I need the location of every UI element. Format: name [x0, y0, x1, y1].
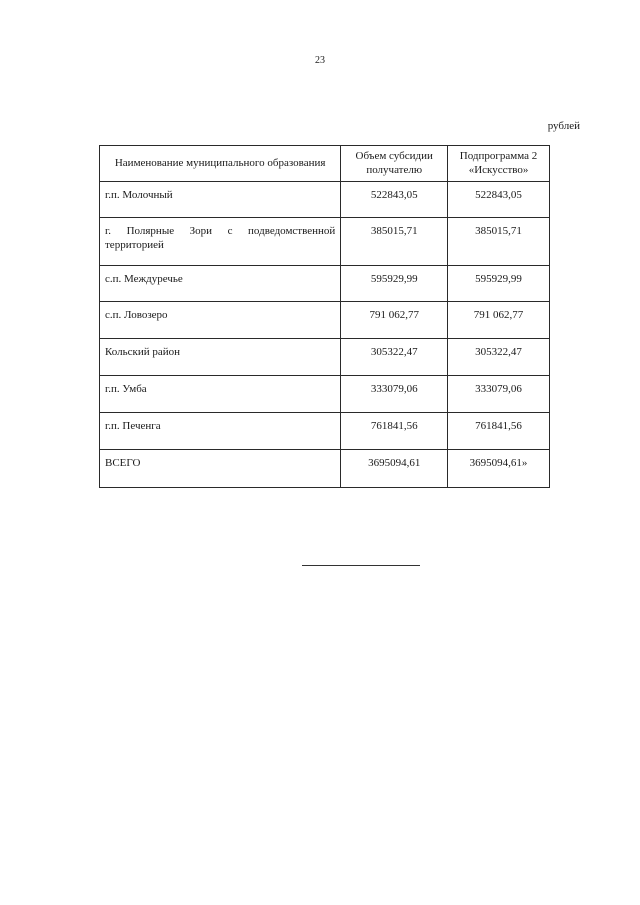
table-row: [100, 338, 550, 375]
cell-municipality: г.п. Печенга: [100, 412, 341, 449]
cell-municipality: г.п. Умба: [100, 375, 341, 412]
table-row: [100, 217, 550, 265]
cell-subprogram: 595929,99: [448, 265, 550, 301]
column-header-subsidy: Объем субсидии получателю: [341, 146, 448, 182]
table-row: [100, 375, 550, 412]
table-row: [100, 301, 550, 338]
subsidy-table: [99, 145, 550, 488]
cell-subsidy: 761841,56: [341, 412, 448, 449]
cell-subprogram: 522843,05: [448, 181, 550, 217]
table-body: [100, 181, 550, 487]
table-row: [100, 265, 550, 301]
cell-subsidy: 3695094,61: [341, 449, 448, 487]
table-header-row: [100, 146, 550, 182]
column-header-municipality: Наименование муниципального образования: [100, 146, 341, 182]
cell-subprogram: 3695094,61»: [448, 449, 550, 487]
cell-municipality: г. Полярные Зори с подведомственной территорией: [100, 217, 341, 265]
table-header: [100, 146, 550, 182]
cell-subsidy: 791 062,77: [341, 301, 448, 338]
cell-subprogram: 761841,56: [448, 412, 550, 449]
cell-municipality: г.п. Молочный: [100, 181, 341, 217]
closing-rule-divider: [302, 565, 420, 566]
cell-municipality: Кольский район: [100, 338, 341, 375]
table-row-total: [100, 449, 550, 487]
cell-subsidy: 385015,71: [341, 217, 448, 265]
page-number: 23: [315, 55, 325, 66]
cell-subprogram: 305322,47: [448, 338, 550, 375]
cell-subsidy: 522843,05: [341, 181, 448, 217]
cell-municipality: ВСЕГО: [100, 449, 341, 487]
cell-municipality: с.п. Ловозеро: [100, 301, 341, 338]
currency-units-label: рублей: [547, 120, 580, 132]
cell-subprogram: 385015,71: [448, 217, 550, 265]
cell-subsidy: 595929,99: [341, 265, 448, 301]
cell-subsidy: 305322,47: [341, 338, 448, 375]
column-header-subprogram: Подпрограмма 2 «Искусство»: [448, 146, 550, 182]
cell-subprogram: 333079,06: [448, 375, 550, 412]
cell-subsidy: 333079,06: [341, 375, 448, 412]
table-row: [100, 181, 550, 217]
cell-municipality: с.п. Междуречье: [100, 265, 341, 301]
table-row: [100, 412, 550, 449]
cell-subprogram: 791 062,77: [448, 301, 550, 338]
